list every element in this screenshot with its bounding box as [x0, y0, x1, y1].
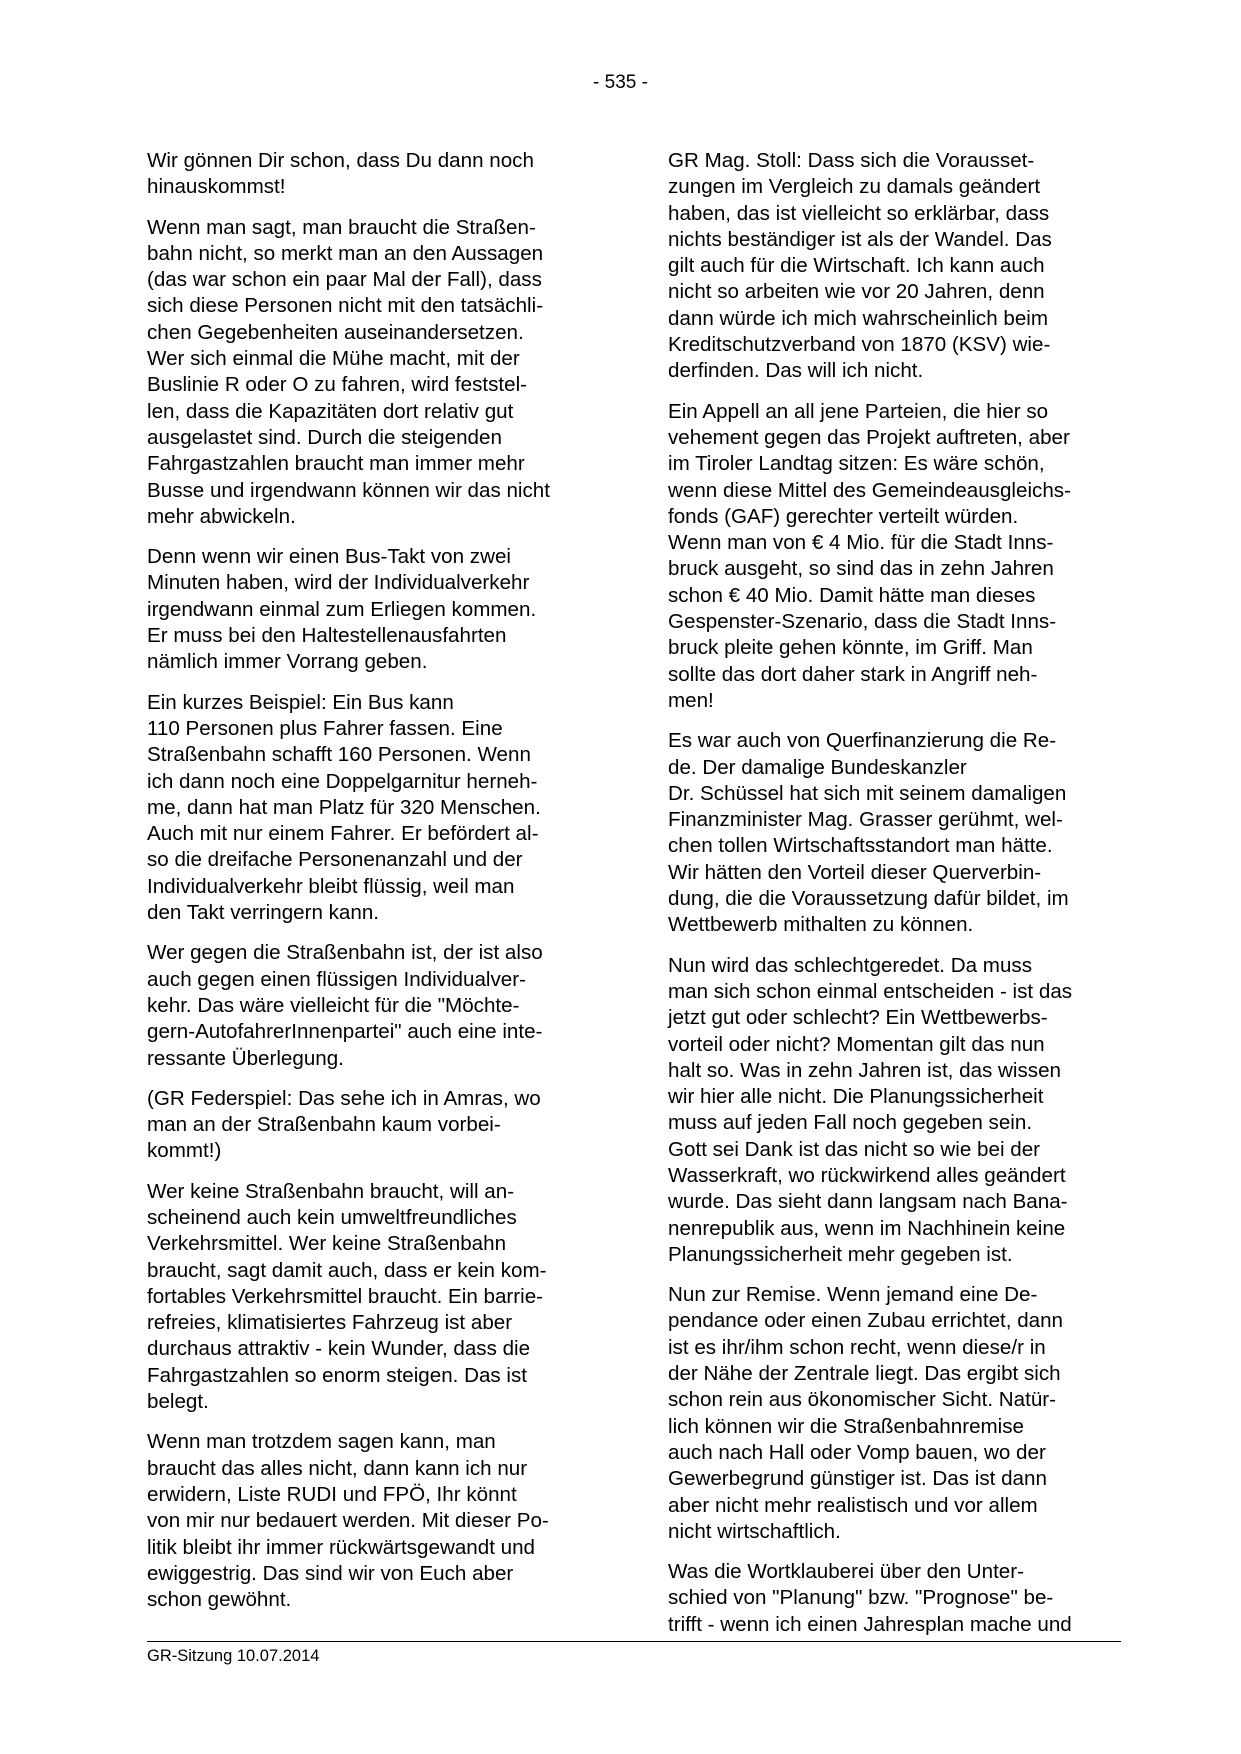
paragraph — [668, 399, 1128, 715]
text-line: Gespenster-Szenario, dass die Stadt Inns- — [668, 610, 1057, 634]
text-line: auch nach Hall oder Vomp bauen, wo der — [668, 1440, 1046, 1464]
text-line: Gott sei Dank ist das nicht so wie bei der — [668, 1137, 1041, 1161]
text-line: de. Der damalige Bundeskanzler — [668, 755, 967, 779]
right-column — [668, 148, 1128, 1652]
text-line: jetzt gut oder schlecht? Ein Wettbewerbs- — [668, 1006, 1048, 1030]
text-line: mehr abwickeln. — [147, 504, 296, 528]
text-line: erwidern, Liste RUDI und FPÖ, Ihr könnt — [147, 1482, 517, 1506]
text-line: Individualverkehr bleibt flüssig, weil man — [147, 874, 515, 898]
text-line: fortables Verkehrsmittel braucht. Ein barrie- — [147, 1284, 544, 1308]
text-line: Fahrgastzahlen braucht man immer mehr — [147, 452, 525, 476]
paragraph — [147, 690, 601, 927]
text-line: Ein Appell an all jene Parteien, die hier so — [668, 399, 1049, 423]
text-line: Wenn man trotzdem sagen kann, man — [147, 1430, 496, 1454]
text-line: vorteil oder nicht? Momentan gilt das nun — [668, 1032, 1045, 1056]
text-line: vehement gegen das Projekt auftreten, aber — [668, 425, 1070, 449]
text-line: nicht wirtschaftlich. — [668, 1519, 841, 1543]
text-line: refreies, klimatisiertes Fahrzeug ist aber — [147, 1311, 513, 1335]
text-line: scheinend auch kein umweltfreundliches — [147, 1205, 517, 1229]
text-line: Verkehrsmittel. Wer keine Straßenbahn — [147, 1232, 507, 1256]
text-line: der Nähe der Zentrale liegt. Das ergibt sich — [668, 1362, 1061, 1386]
text-line: Wer sich einmal die Mühe macht, mit der — [147, 347, 520, 371]
footer-divider — [147, 1641, 1121, 1642]
paragraph — [668, 148, 1128, 385]
text-line: zungen im Vergleich zu damals geändert — [668, 175, 1041, 199]
text-line: im Tiroler Landtag sitzen: Es wäre schön, — [668, 452, 1045, 476]
text-line: schied von "Planung" bzw. "Prognose" be- — [668, 1586, 1054, 1610]
paragraph — [147, 544, 601, 675]
text-line: Planungssicherheit mehr gegeben ist. — [668, 1242, 1013, 1266]
text-line: kommt!) — [147, 1139, 222, 1163]
text-line: lich können wir die Straßenbahnremise — [668, 1414, 1024, 1438]
text-line: nenrepublik aus, wenn im Nachhinein keine — [668, 1216, 1066, 1240]
text-line: chen tollen Wirtschaftsstandort man hätte. — [668, 834, 1053, 858]
text-line: Ein kurzes Beispiel: Ein Bus kann — [147, 690, 454, 714]
text-line: Busse und irgendwann können wir das nicht — [147, 478, 550, 502]
text-line: Wasserkraft, wo rückwirkend alles geändert — [668, 1163, 1066, 1187]
text-line: wir hier alle nicht. Die Planungssicherheit — [668, 1085, 1044, 1109]
text-line: den Takt verringern kann. — [147, 901, 380, 925]
text-line: me, dann hat man Platz für 320 Menschen. — [147, 795, 541, 819]
text-line: (GR Federspiel: Das sehe ich in Amras, wo — [147, 1086, 541, 1110]
paragraph — [147, 1086, 601, 1165]
text-line: Straßenbahn schafft 160 Personen. Wenn — [147, 743, 531, 767]
text-line: kehr. Das wäre vielleicht für die "Möchte- — [147, 993, 520, 1017]
text-line: Wenn man von € 4 Mio. für die Stadt Inns- — [668, 531, 1054, 555]
text-line: Was die Wortklauberei über den Unter- — [668, 1560, 1024, 1584]
text-line: sich diese Personen nicht mit den tatsächli- — [147, 294, 544, 318]
text-line: ausgelastet sind. Durch die steigenden — [147, 425, 502, 449]
text-line: Denn wenn wir einen Bus-Takt von zwei — [147, 545, 511, 569]
footer-session-date: GR-Sitzung 10.07.2014 — [147, 1647, 320, 1665]
text-line: gern-AutofahrerInnenpartei" auch eine inte- — [147, 1020, 543, 1044]
text-line: dann würde ich mich wahrscheinlich beim — [668, 306, 1049, 330]
paragraph — [668, 728, 1128, 938]
paragraph — [668, 1559, 1128, 1638]
text-line: ist es ihr/ihm schon recht, wenn diese/r in — [668, 1335, 1046, 1359]
text-line: haben, das ist vielleicht so erklärbar, dass — [668, 201, 1050, 225]
text-line: Wir gönnen Dir schon, dass Du dann noch — [147, 149, 534, 172]
text-line: bruck pleite gehen könnte, im Griff. Man — [668, 636, 1033, 660]
paragraph — [147, 148, 601, 201]
text-line: Es war auch von Querfinanzierung die Re- — [668, 729, 1057, 753]
text-line: Auch mit nur einem Fahrer. Er befördert al- — [147, 822, 539, 846]
text-line: sollte das dort daher stark in Angriff neh- — [668, 662, 1038, 686]
text-line: Dr. Schüssel hat sich mit seinem damaligen — [668, 781, 1067, 805]
text-line: wenn diese Mittel des Gemeindeausgleichs- — [668, 478, 1071, 502]
text-line: len, dass die Kapazitäten dort relativ gut — [147, 399, 514, 423]
text-line: (das war schon ein paar Mal der Fall), dass — [147, 268, 542, 292]
text-line: Fahrgastzahlen so enorm steigen. Das ist — [147, 1363, 528, 1387]
text-line: ressante Überlegung. — [147, 1046, 344, 1070]
paragraph — [147, 1179, 601, 1416]
text-line: trifft - wenn ich einen Jahresplan mache und — [668, 1612, 1072, 1636]
text-line: von mir nur bedauert werden. Mit dieser Po- — [147, 1509, 549, 1533]
text-line: aber nicht mehr realistisch und vor allem — [668, 1493, 1038, 1517]
text-line: GR Mag. Stoll: Dass sich die Vorausset- — [668, 149, 1035, 172]
text-line: bruck ausgeht, so sind das in zehn Jahren — [668, 557, 1054, 581]
text-line: nichts beständiger ist als der Wandel. Das — [668, 227, 1052, 251]
text-line: Minuten haben, wird der Individualverkehr — [147, 571, 530, 595]
text-line: fonds (GAF) gerechter verteilt würden. — [668, 504, 1019, 528]
text-line: litik bleibt ihr immer rückwärtsgewandt und — [147, 1535, 535, 1559]
text-line: Gewerbegrund günstiger ist. Das ist dann — [668, 1467, 1047, 1491]
text-line: dung, die die Voraussetzung dafür bildet, im — [668, 887, 1069, 911]
text-line: chen Gegebenheiten auseinandersetzen. — [147, 320, 524, 344]
text-line: ewiggestrig. Das sind wir von Euch aber — [147, 1561, 514, 1585]
text-line: nicht so arbeiten wie vor 20 Jahren, denn — [668, 280, 1045, 304]
text-line: Finanzminister Mag. Grasser gerühmt, wel- — [668, 808, 1063, 832]
text-line: auch gegen einen flüssigen Individualver- — [147, 967, 526, 991]
text-line: hinauskommst! — [147, 175, 286, 199]
text-line: Kreditschutzverband von 1870 (KSV) wie- — [668, 333, 1051, 357]
text-line: Wer gegen die Straßenbahn ist, der ist also — [147, 941, 543, 965]
text-line: Buslinie R oder O zu fahren, wird feststel- — [147, 373, 527, 397]
text-line: Wettbewerb mithalten zu können. — [668, 913, 974, 937]
text-line: nämlich immer Vorrang geben. — [147, 650, 428, 674]
text-line: muss auf jeden Fall noch gegeben sein. — [668, 1111, 1033, 1135]
text-line: belegt. — [147, 1390, 209, 1414]
paragraph — [147, 940, 601, 1071]
text-line: 110 Personen plus Fahrer fassen. Eine — [147, 716, 503, 740]
text-line: schon € 40 Mio. Damit hätte man dieses — [668, 583, 1036, 607]
text-line: ich dann noch eine Doppelgarnitur herneh- — [147, 769, 538, 793]
text-line: braucht das alles nicht, dann kann ich nur — [147, 1456, 528, 1480]
text-line: Er muss bei den Haltestellenausfahrten — [147, 624, 507, 648]
paragraph — [147, 215, 601, 531]
text-line: schon rein aus ökonomischer Sicht. Natür- — [668, 1388, 1057, 1412]
text-line: Nun wird das schlechtgeredet. Da muss — [668, 953, 1032, 977]
text-line: Wer keine Straßenbahn braucht, will an- — [147, 1179, 515, 1203]
text-line: derfinden. Das will ich nicht. — [668, 359, 924, 383]
text-line: irgendwann einmal zum Erliegen kommen. — [147, 597, 537, 621]
text-line: Nun zur Remise. Wenn jemand eine De- — [668, 1283, 1038, 1307]
text-line: man sich schon einmal entscheiden - ist das — [668, 979, 1073, 1003]
text-line: halt so. Was in zehn Jahren ist, das wissen — [668, 1058, 1061, 1082]
text-line: Wenn man sagt, man braucht die Straßen- — [147, 215, 536, 239]
left-column — [147, 148, 601, 1627]
page-number: - 535 - — [593, 72, 648, 93]
text-line: Wir hätten den Vorteil dieser Querverbin- — [668, 860, 1042, 884]
text-line: man an der Straßenbahn kaum vorbei- — [147, 1113, 501, 1137]
text-line: gilt auch für die Wirtschaft. Ich kann auch — [668, 254, 1045, 278]
text-line: pendance oder einen Zubau errichtet, dann — [668, 1309, 1064, 1333]
text-line: bahn nicht, so merkt man an den Aussagen — [147, 241, 544, 265]
text-line: durchaus attraktiv - kein Wunder, dass die — [147, 1337, 531, 1361]
text-line: braucht, sagt damit auch, dass er kein kom- — [147, 1258, 547, 1282]
paragraph — [147, 1429, 601, 1613]
text-line: so die dreifache Personenanzahl und der — [147, 848, 523, 872]
paragraph — [668, 1282, 1128, 1545]
paragraph — [668, 953, 1128, 1269]
text-line: men! — [668, 688, 714, 712]
text-line: schon gewöhnt. — [147, 1588, 292, 1612]
text-line: wurde. Das sieht dann langsam nach Bana- — [668, 1190, 1068, 1214]
